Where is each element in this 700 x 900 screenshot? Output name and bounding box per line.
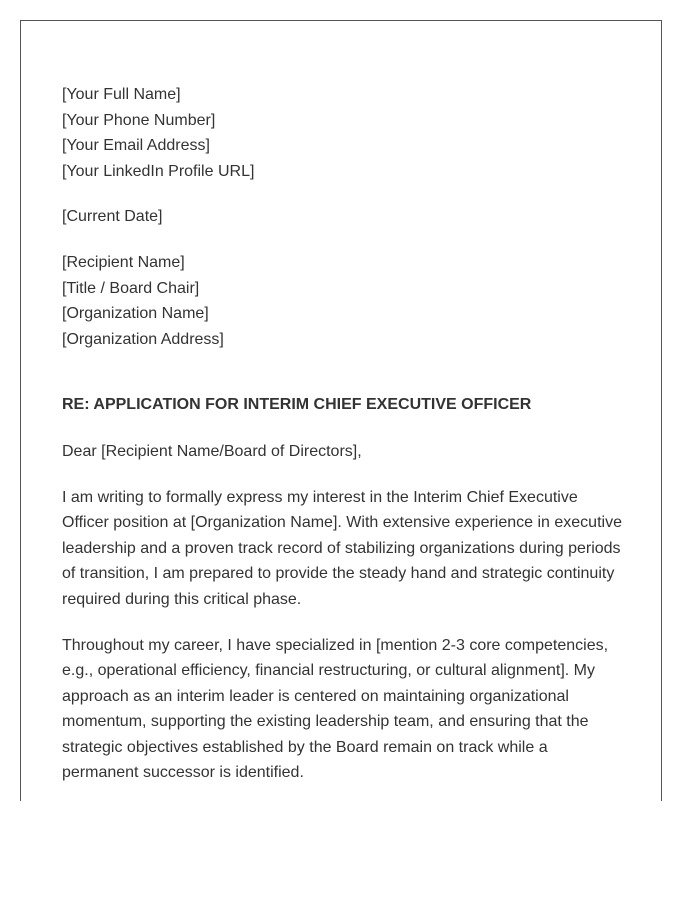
sender-block xyxy=(62,82,628,184)
sender-linkedin: [Your LinkedIn Profile URL] xyxy=(62,162,255,180)
recipient-address: [Organization Address] xyxy=(62,330,224,348)
paragraph-line: leadership and a proven track record of stabilizing organizations during periods xyxy=(62,539,621,557)
recipient-organization: [Organization Name] xyxy=(62,305,209,323)
letter-date xyxy=(62,204,628,230)
recipient-block xyxy=(62,250,628,352)
paragraph-line: of transition, I am prepared to provide the steady hand and strategic continuity xyxy=(62,565,615,583)
paragraph-line: approach as an interim leader is centered on maintaining organizational xyxy=(62,687,569,705)
salutation: Dear [Recipient Name/Board of Directors], xyxy=(62,442,362,460)
letter-content xyxy=(62,82,628,786)
sender-name: [Your Full Name] xyxy=(62,86,181,103)
recipient-name: [Recipient Name] xyxy=(62,253,185,271)
paragraph-line: Officer position at [Organization Name]. With extensive experience in executive xyxy=(62,514,622,532)
subject-line: RE: APPLICATION FOR INTERIM CHIEF EXECUTIVE OFFICER xyxy=(62,396,532,414)
paragraph-line: Throughout my career, I have specialized in [mention 2-3 core competencies, xyxy=(62,636,609,654)
paragraph-line: I am writing to formally express my interest in the Interim Chief Executive xyxy=(62,488,578,506)
body-paragraph-1 xyxy=(62,485,628,613)
letter-page xyxy=(20,20,662,801)
current-date: [Current Date] xyxy=(62,208,163,226)
paragraph-line: permanent successor is identified. xyxy=(62,764,304,782)
sender-phone: [Your Phone Number] xyxy=(62,111,216,129)
paragraph-line: e.g., operational efficiency, financial restructuring, or cultural alignment]. My xyxy=(62,662,595,680)
paragraph-line: strategic objectives established by the Board remain on track while a xyxy=(62,738,548,756)
sender-email: [Your Email Address] xyxy=(62,137,210,155)
body-paragraph-2 xyxy=(62,633,628,787)
paragraph-line: momentum, supporting the existing leadership team, and ensuring that the xyxy=(62,713,589,731)
paragraph-line: required during this critical phase. xyxy=(62,590,302,608)
recipient-title: [Title / Board Chair] xyxy=(62,279,200,297)
